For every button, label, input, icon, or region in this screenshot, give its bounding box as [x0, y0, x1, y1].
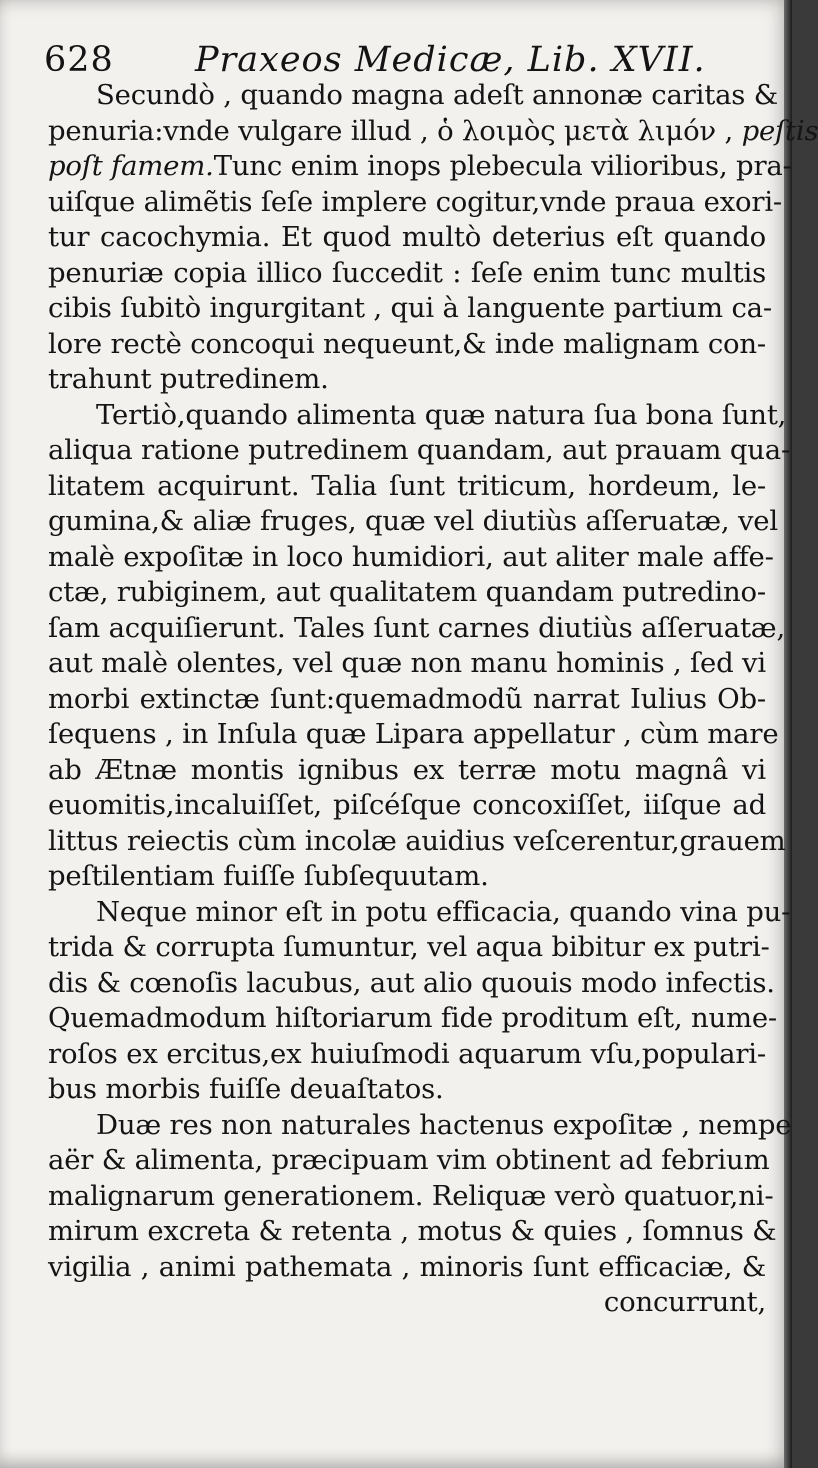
text-line: [48, 930, 770, 966]
italic-text: peſtis: [741, 114, 818, 147]
text-segment: aliqua ratione putredinem quandam, aut prauam qua-: [48, 434, 791, 466]
text-line: [48, 149, 792, 185]
text-segment: trahunt putredinem.: [48, 363, 329, 395]
text-line: [48, 398, 787, 434]
text-line: [48, 646, 766, 682]
text-line: [48, 256, 766, 292]
text-segment: aut malè olentes, vel quæ non manu hominis , ſed vi: [48, 647, 766, 679]
text-line: [48, 1072, 766, 1108]
text-line: [48, 824, 786, 860]
italic-text: poſt famem.: [48, 150, 214, 182]
text-line: [48, 1250, 766, 1286]
text-segment: cibis ſubitò ingurgitant , qui à languente partium ca-: [48, 292, 772, 324]
text-segment: ſam acquiſierunt. Tales ſunt carnes diutiùs aſſeruatæ,: [48, 611, 785, 644]
page-header: [44, 38, 784, 82]
text-line: [48, 575, 766, 611]
text-line: [48, 1001, 778, 1037]
text-line: [48, 433, 791, 469]
text-segment: aër & alimenta, præcipuam vim obtinent ad febrium: [48, 1144, 770, 1176]
body-text: [48, 78, 818, 1321]
text-segment: ab Ætnæ montis ignibus ex terræ motu magnâ vi: [48, 753, 766, 786]
text-segment: Duæ res non naturales hactenus expoſitæ , nempe: [96, 1108, 792, 1141]
paragraph: [48, 895, 791, 1108]
text-line: [48, 220, 766, 256]
page-number: 628: [44, 40, 114, 80]
page-edge-shadow: [784, 0, 792, 1468]
paragraph: [48, 1108, 792, 1286]
text-segment: bus morbis fuiſſe deuaſtatos.: [48, 1073, 444, 1105]
catchword: concurrunt,: [603, 1286, 766, 1318]
text-line: [48, 327, 766, 363]
text-segment: tur cacochymia. Et quod multò deterius eſt quando: [48, 221, 766, 253]
text-line: [48, 859, 766, 895]
text-line: [48, 1214, 777, 1250]
text-line: [48, 185, 783, 221]
text-segment: penuria:vnde vulgare illud , ὁ λοιμὸς μετὰ λιμόν ,: [48, 114, 742, 147]
paragraph: [48, 398, 791, 895]
text-segment: penuriæ copia illico ſuccedit : ſeſe enim tunc multis: [48, 256, 766, 289]
text-line: [48, 291, 772, 327]
text-segment: dis & cœnoſis lacubus, aut alio quouis modo infectis.: [48, 966, 775, 999]
text-line: [48, 78, 779, 114]
text-line: [48, 1037, 766, 1073]
text-line: [48, 611, 785, 647]
text-segment: Tunc enim inops plebecula vilioribus, pra-: [213, 150, 792, 182]
text-segment: trida & corrupta ſumuntur, vel aqua bibitur ex putri-: [48, 931, 770, 963]
text-line: [48, 362, 766, 398]
text-line: [48, 1108, 792, 1144]
paragraph: [48, 78, 818, 398]
text-line: [48, 469, 766, 505]
text-segment: litatem acquirunt. Talia ſunt triticum, hordeum, le-: [48, 469, 766, 502]
text-segment: malè expoſitæ in loco humidiori, aut aliter male affe-: [48, 540, 774, 573]
text-segment: Neque minor eſt in potu efficacia, quando vina pu-: [96, 895, 791, 928]
text-segment: lore rectè concoqui nequeunt,& inde malignam con-: [48, 327, 766, 360]
text-segment: gumina,& aliæ fruges, quæ vel diutiùs aſſeruatæ, vel: [48, 505, 778, 537]
text-segment: roſos ex ercitus,ex huiuſmodi aquarum vſu,populari-: [48, 1037, 766, 1070]
text-line: [48, 114, 818, 150]
text-line: [48, 717, 779, 753]
text-segment: mirum excreta & retenta , motus & quies , ſomnus &: [48, 1215, 777, 1247]
text-segment: Tertiò,quando alimenta quæ natura ſua bona ſunt,: [96, 398, 787, 431]
text-segment: peſtilentiam fuiſſe ſubſequutam.: [48, 860, 489, 892]
text-segment: uiſque alimẽtis ſeſe implere cogitur,vnde praua exori-: [48, 185, 783, 218]
text-line: [48, 1179, 774, 1215]
text-segment: littus reiectis cùm incolæ auidius veſcerentur,grauem: [48, 824, 786, 857]
text-segment: vigilia , animi pathemata , minoris ſunt efficaciæ, &: [48, 1250, 766, 1283]
text-segment: Quemadmodum hiſtoriarum fide proditum eſt, nume-: [48, 1002, 778, 1034]
text-line: [48, 1143, 770, 1179]
text-segment: Secundò , quando magna adeſt annonæ caritas &: [96, 79, 779, 111]
text-segment: ſequens , in Inſula quæ Lipara appellatur , cùm mare: [48, 718, 779, 750]
text-segment: ctæ, rubiginem, aut qualitatem quandam putredino-: [48, 576, 766, 608]
text-line: [48, 788, 766, 824]
text-segment: malignarum generationem. Reliquæ verò quatuor,ni-: [48, 1179, 774, 1212]
text-line: [48, 540, 774, 576]
text-segment: morbi extinctæ ſunt:quemadmodũ narrat Iulius Ob-: [48, 682, 766, 715]
text-line: [48, 966, 775, 1002]
text-line: [48, 682, 766, 718]
text-segment: euomitis,incaluiſſet, piſcéſque concoxiſſet, iiſque ad: [48, 789, 766, 821]
text-line: [48, 504, 778, 540]
text-line: [48, 895, 791, 931]
text-line: [48, 753, 766, 789]
running-title: Praxeos Medicæ, Lib. XVII.: [194, 40, 706, 80]
